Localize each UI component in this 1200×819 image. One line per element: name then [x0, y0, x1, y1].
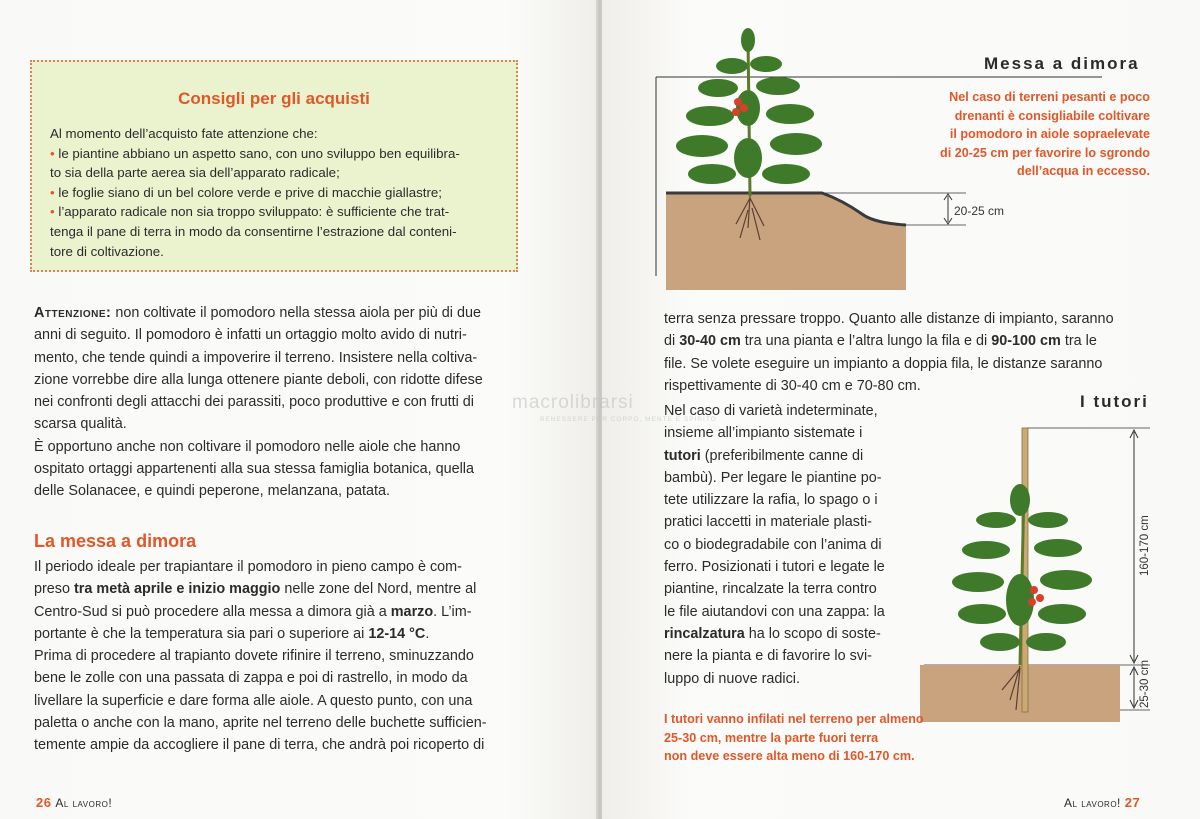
column-line: [664, 623, 944, 645]
attention-line: mento, che tende quindi a impoverire il terreno. Insistere nella coltiva-: [34, 349, 478, 366]
column-line: [664, 489, 944, 511]
attention-line: anni di seguito. Il pomodoro è infatti un ortaggio molto avido di nutri-: [34, 327, 467, 344]
column-line: [664, 578, 944, 600]
bullet-dot-icon: •: [50, 184, 59, 200]
text-run: preso: [34, 581, 74, 598]
bold-text: 30-40 cm: [679, 333, 741, 350]
tips-box-title: Consigli per gli acquisti: [178, 89, 370, 108]
watermark: macrolibrarsi: [512, 392, 634, 413]
tips-bullet-line: [50, 144, 510, 164]
text-run: portante è che la temperatura sia pari o superiore ai: [34, 625, 369, 642]
bold-text: tutori: [664, 447, 701, 464]
text-run: bene le zolle con una passata di zappa e poi di rastrello, in modo da: [34, 670, 468, 687]
text-run: ha lo scopo di soste-: [744, 625, 881, 642]
text-run: paletta o anche con la mano, aprite nel terreno delle buchette sufficien-: [34, 715, 487, 732]
text-run: di: [664, 333, 680, 350]
raised-bed-illustration: [652, 28, 1102, 290]
body-line: [664, 375, 1152, 397]
text-run: temente ampie da accogliere il pane di terra, che andrà poi ricoperto di: [34, 737, 485, 754]
body-line: [34, 645, 522, 667]
bold-text: tra metà aprile e inizio maggio: [74, 581, 281, 598]
body-line: [34, 690, 522, 712]
bold-text: rincalzatura: [664, 625, 745, 642]
tips-bullet-text: to sia della parte aerea sia dell’apparato radicale;: [50, 165, 340, 181]
text-run: tra le: [1060, 333, 1097, 350]
note-line: di 20-25 cm per favorire lo sgrondo: [940, 145, 1150, 160]
text-run: terra senza pressare troppo. Quanto alle distanze di impianto, saranno: [664, 311, 1114, 327]
page-number-left: 26: [36, 795, 52, 810]
column-line: [664, 467, 944, 489]
attention-line: ospitato ortaggi appartenenti alla sua stessa famiglia botanica, quella: [34, 461, 474, 478]
height-label: 160-170 cm: [1139, 515, 1151, 576]
body-line: [664, 330, 1152, 352]
text-run: .: [425, 625, 430, 642]
bullet-dot-icon: •: [50, 204, 59, 220]
column-line: [664, 511, 944, 533]
text-run: co o biodegradabile con l’anima di: [664, 536, 882, 553]
note-line: I tutori vanno infilati nel terreno per almeno: [664, 712, 924, 726]
tips-bullets: [50, 144, 510, 262]
stake-illustration: [920, 410, 1156, 722]
folio-left: [36, 795, 112, 810]
text-run: tra una pianta e l’altra lungo la fila e di: [740, 333, 992, 350]
body-line: [34, 734, 522, 756]
tips-bullet-text: le foglie siano di un bel colore verde e prive di macchie giallastre;: [58, 184, 442, 200]
text-run: nelle zone del Nord, mentre al: [280, 581, 477, 598]
bold-text: 90-100 cm: [991, 333, 1061, 350]
text-run: . L’im-: [433, 603, 472, 620]
page-number-right: 27: [1124, 795, 1141, 810]
figure-title-messa-a-dimora: Messa a dimora: [984, 54, 1140, 73]
body-line: [34, 601, 522, 623]
attention-line: nei confronti degli attacchi dei parassiti, poco produttive e con frutti di: [34, 394, 474, 411]
body-line: [34, 712, 522, 734]
text-run: nere la pianta e di favorire lo svi-: [664, 648, 872, 665]
left-page: [0, 0, 598, 819]
text-run: tete utilizzare la rafia, lo spago o i: [664, 492, 878, 509]
left-body-text: [34, 556, 522, 757]
text-run: ferro. Posizionati i tutori e legate le: [664, 559, 885, 576]
body-line: [664, 353, 1152, 375]
tutori-column-text: [664, 400, 944, 690]
body-line: [34, 623, 522, 645]
tips-bullet-text: tore di coltivazione.: [50, 243, 164, 259]
figure-title-i-tutori: I tutori: [1080, 392, 1149, 411]
plant-foliage: [676, 28, 822, 184]
column-line: [664, 445, 944, 467]
text-run: file. Se volete eseguire un impianto a doppia fila, le distanze saranno: [664, 355, 1103, 372]
text-run: (preferibilmente canne di: [700, 447, 864, 464]
note-line: Nel caso di terreni pesanti e poco: [949, 90, 1150, 104]
column-line: [664, 668, 944, 690]
folio-right: [1064, 795, 1140, 810]
note-line: dell’acqua in eccesso.: [1017, 164, 1150, 178]
body-line: [34, 556, 522, 578]
tips-bullet-line: [50, 163, 510, 183]
text-run: Il periodo ideale per trapiantare il pomodoro in pieno campo è com-: [34, 559, 462, 575]
tips-bullet-line: [50, 222, 510, 242]
body-line: [664, 308, 1152, 330]
text-run: insieme all’impianto sistemate i: [664, 425, 863, 442]
attention-line: scarsa qualità.: [34, 416, 127, 433]
tips-bullet-text: le piantine abbiano un aspetto sano, con uno sviluppo ben equilibra-: [58, 145, 460, 161]
tips-bullet-line: [50, 202, 510, 222]
bold-text: 12-14 °C: [368, 625, 426, 642]
tips-intro: Al momento dell’acquisto fate attenzione che:: [50, 126, 318, 141]
attention-lines: [34, 324, 520, 502]
attention-line: delle Solanacee, e quindi peperone, melanzana, patata.: [34, 483, 391, 500]
note-line: non deve essere alta meno di 160-170 cm.: [664, 749, 915, 763]
tips-bullet-text: tenga il pane di terra in modo da consentirne l’estrazione dal conteni-: [50, 223, 457, 239]
body-line: [34, 667, 522, 689]
column-line: [664, 645, 944, 667]
tips-box-text: [50, 124, 510, 261]
right-page: [602, 0, 1200, 819]
attention-first-line: non coltivate il pomodoro nella stessa aiola per più di due: [111, 305, 481, 321]
tips-bullet-line: [50, 183, 510, 203]
attention-line: È opportuno anche non coltivare il pomodoro nelle aiole che hanno: [34, 438, 461, 455]
tips-bullet-line: [50, 242, 510, 262]
attention-paragraph: [34, 302, 520, 503]
text-run: bambù). Per legare le piantine po-: [664, 469, 882, 486]
text-run: Nel caso di varietà indeterminate,: [664, 403, 878, 419]
column-line: [664, 534, 944, 556]
note-line: 25-30 cm, mentre la parte fuori terra: [664, 730, 879, 745]
text-run: luppo di nuove radici.: [664, 670, 801, 687]
attention-label: Attenzione:: [34, 305, 112, 321]
text-run: Centro-Sud si può procedere alla messa a dimora già a: [34, 603, 391, 620]
text-run: rispettivamente di 30-40 cm e 70-80 cm.: [664, 377, 921, 394]
section-heading: La messa a dimora: [34, 531, 197, 551]
column-line: [664, 422, 944, 444]
text-run: livellare la superficie e dare forma alle aiole. A questo punto, con una: [34, 692, 473, 709]
column-line: [664, 601, 944, 623]
dimension-label-20-25: 20-25 cm: [954, 204, 1005, 218]
note-line: il pomodoro in aiole sopraelevate: [949, 127, 1150, 141]
bullet-dot-icon: •: [50, 145, 59, 161]
text-run: le file aiutandovi con una zappa: la: [664, 603, 885, 620]
right-body-text: [664, 308, 1152, 397]
tips-box: [30, 60, 518, 272]
note-line: drenanti è consigliabile coltivare: [954, 108, 1150, 123]
tips-bullet-text: l’apparato radicale non sia troppo sviluppato: è sufficiente che trat-: [58, 204, 450, 220]
body-line: [34, 578, 522, 600]
text-run: Prima di procedere al trapianto dovete rifinire il terreno, sminuzzando: [34, 648, 474, 665]
text-run: piantine, rincalzate la terra contro: [664, 581, 877, 598]
attention-line: zione vorrebbe dire alla lunga ottenere piante deboli, con ridotte difese: [34, 371, 483, 388]
depth-label: 25-30 cm: [1139, 660, 1151, 708]
column-line: [664, 556, 944, 578]
bold-text: marzo: [390, 603, 434, 620]
text-run: pratici laccetti in materiale plasti-: [664, 514, 872, 531]
running-head-right: Al lavoro!: [1064, 796, 1121, 810]
stake-note: [664, 710, 964, 766]
raised-soil: [666, 193, 906, 290]
watermark-subtitle: BENESSERE PER CORPO, MENTE E SPIRITO: [540, 416, 717, 423]
running-head-left: Al lavoro!: [55, 796, 113, 810]
